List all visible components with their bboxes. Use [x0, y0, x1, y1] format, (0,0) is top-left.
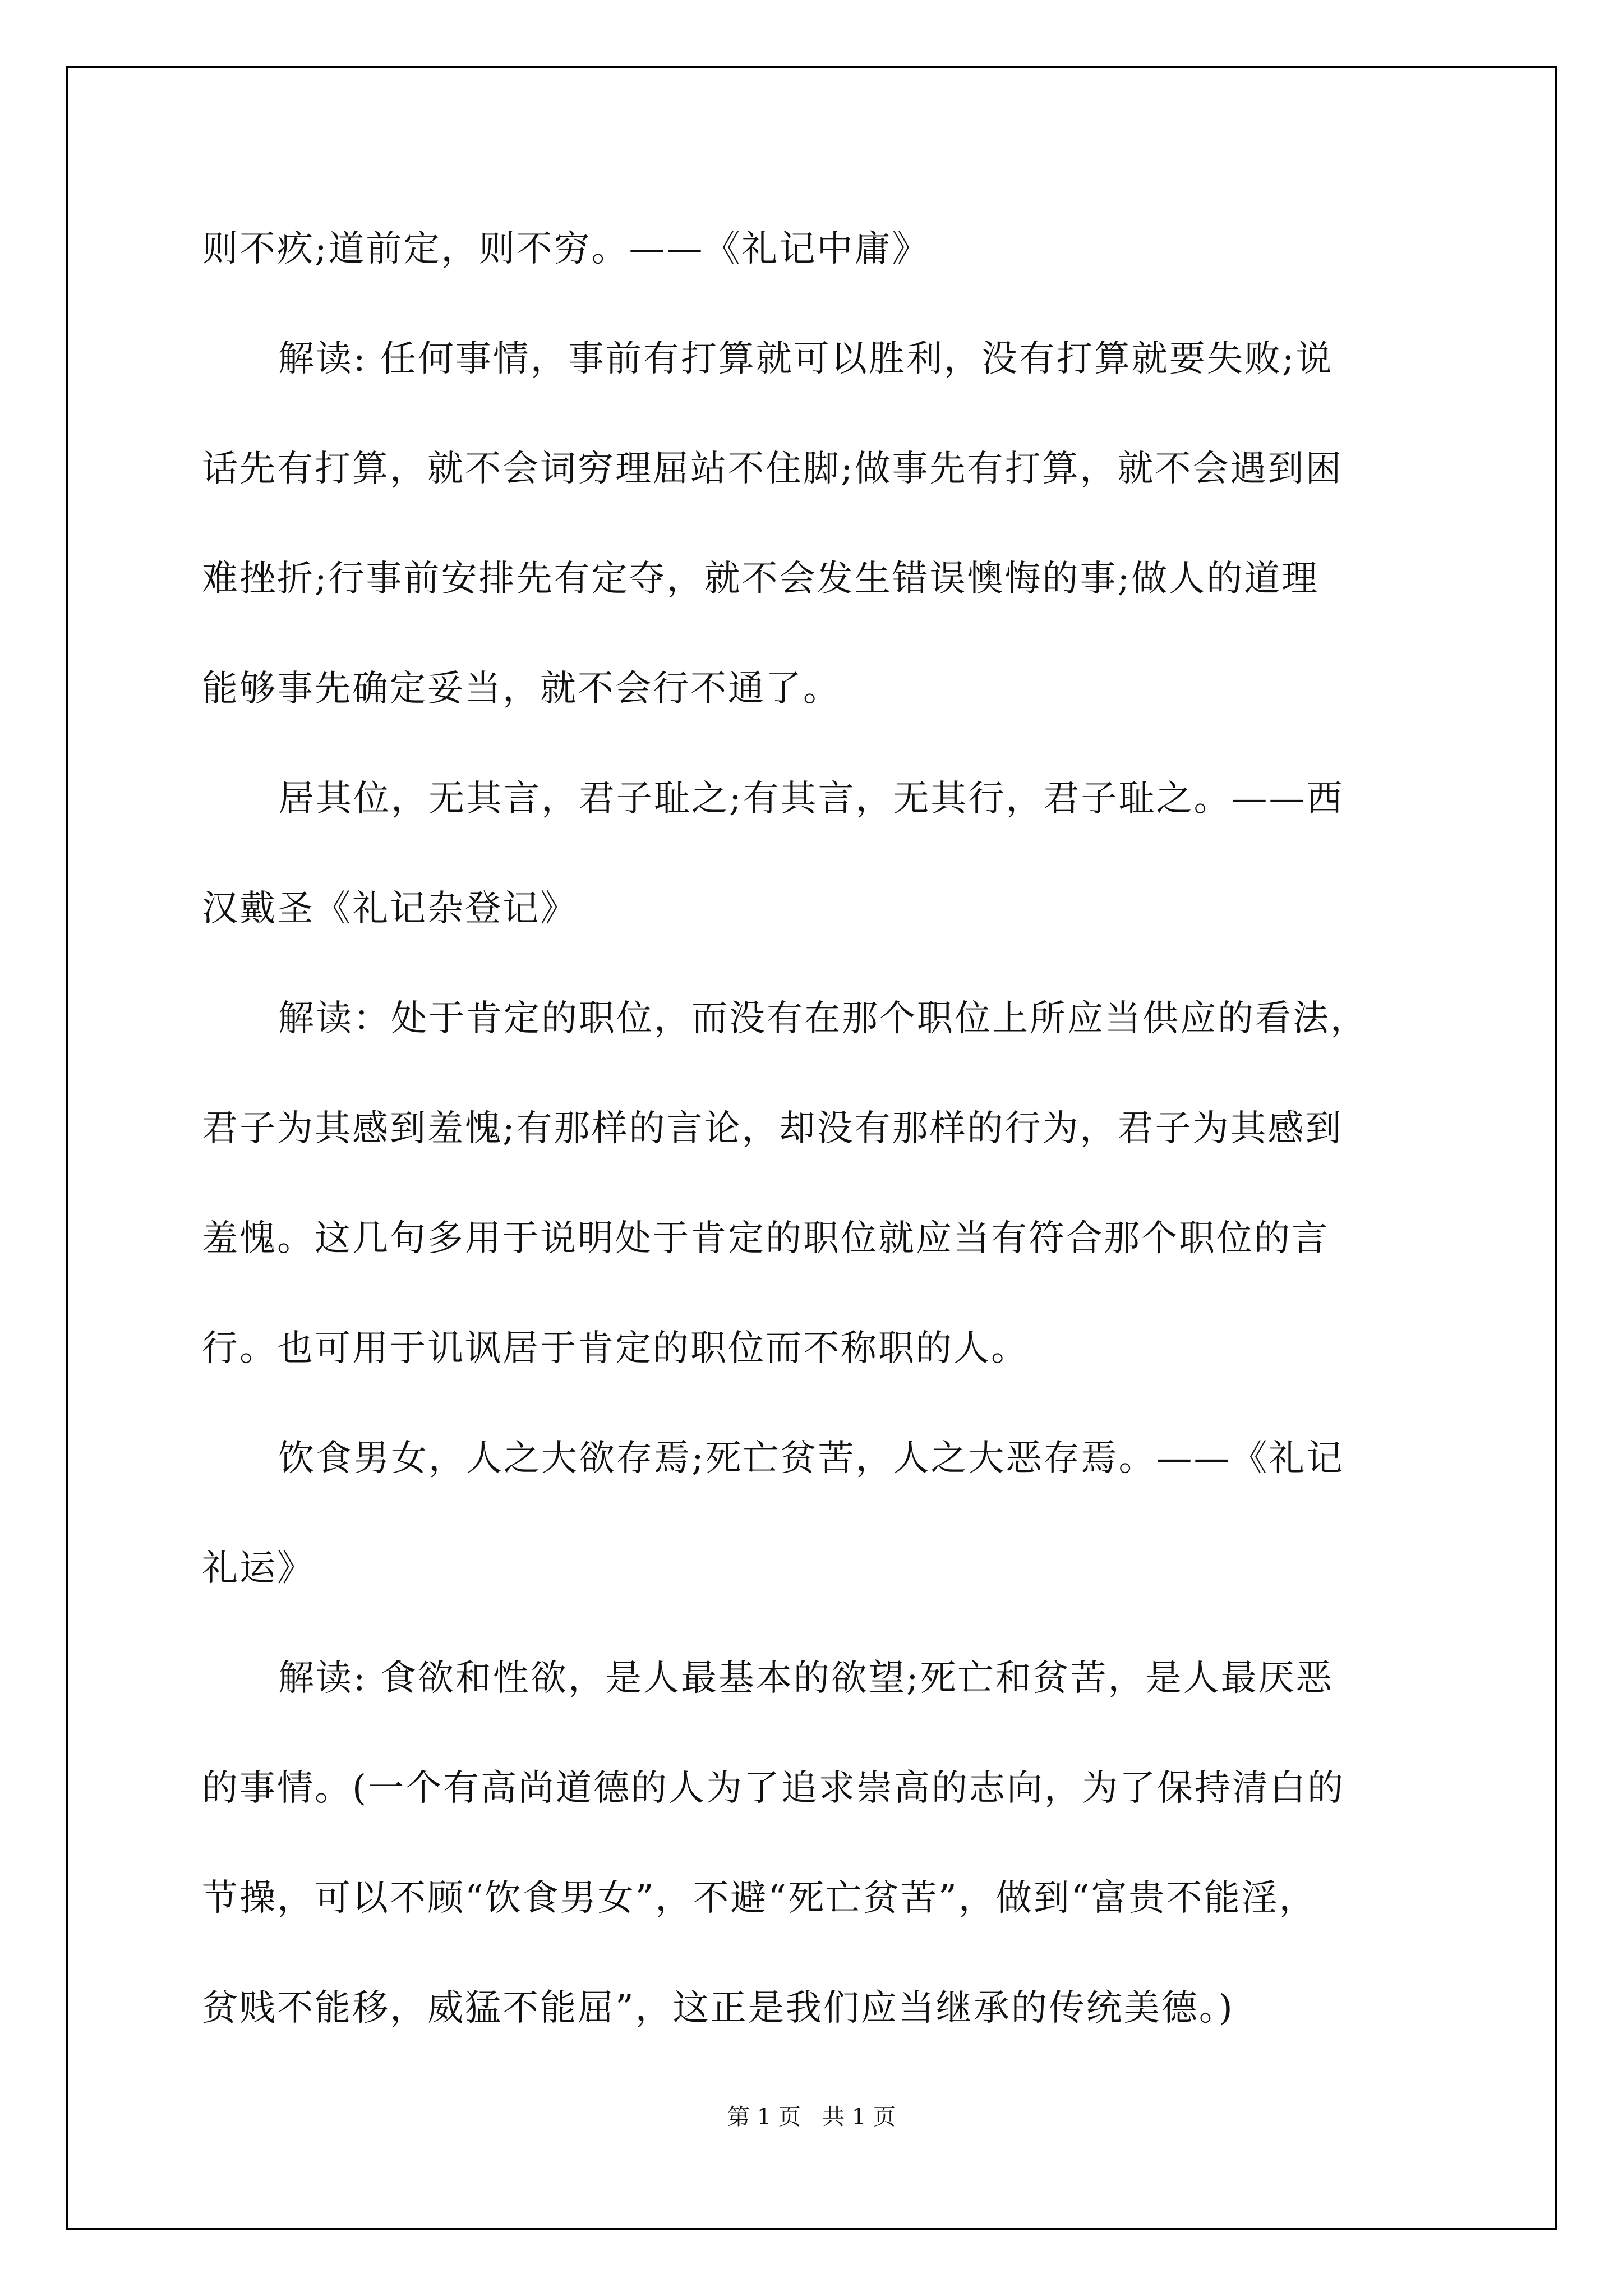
text-line: 羞愧。这几句多用于说明处于肯定的职位就应当有符合那个职位的言: [202, 1218, 1329, 1259]
text-line: 礼运》: [202, 1548, 315, 1589]
text-line: 解读：处于肯定的职位，而没有在那个职位上所应当供应的看法，: [278, 998, 1368, 1039]
text-line: 汉戴圣《礼记杂登记》: [202, 888, 578, 930]
text-line: 贫贱不能移，威猛不能屈”，这正是我们应当继承的传统美德。): [202, 1987, 1234, 2029]
text-line: 君子为其感到羞愧;有那样的言论，却没有那样的行为，君子为其感到: [202, 1108, 1343, 1149]
text-line: 难挫折;行事前安排先有定夺，就不会发生错误懊悔的事;做人的道理: [202, 558, 1320, 600]
text-line: 的事情。(一个有高尚道德的人为了追求崇高的志向，为了保持清白的: [202, 1768, 1345, 1809]
text-line: 饮食男女，人之大欲存焉;死亡贫苦，人之大恶存焉。——《礼记: [278, 1438, 1344, 1479]
text-line: 能够事先确定妥当，就不会行不通了。: [202, 668, 841, 710]
text-line: 话先有打算，就不会词穷理屈站不住脚;做事先有打算，就不会遇到困: [202, 448, 1343, 490]
text-line: 解读: 任何事情，事前有打算就可以胜利，没有打算就要失败;说: [278, 338, 1334, 380]
text-line: 居其位，无其言，君子耻之;有其言，无其行，君子耻之。——西: [278, 778, 1344, 820]
page-footer: 第 1 页 共 1 页: [727, 2104, 896, 2130]
text-line: 则不疚;道前定，则不穷。——《礼记中庸》: [202, 228, 930, 270]
text-line: 节操，可以不顾“饮食男女”，不避“死亡贫苦”，做到“富贵不能淫，: [202, 1878, 1317, 1919]
text-line: 行。也可用于讥讽居于肯定的职位而不称职的人。: [202, 1328, 1029, 1369]
text-line: 解读: 食欲和性欲，是人最基本的欲望;死亡和贫苦，是人最厌恶: [278, 1658, 1334, 1699]
